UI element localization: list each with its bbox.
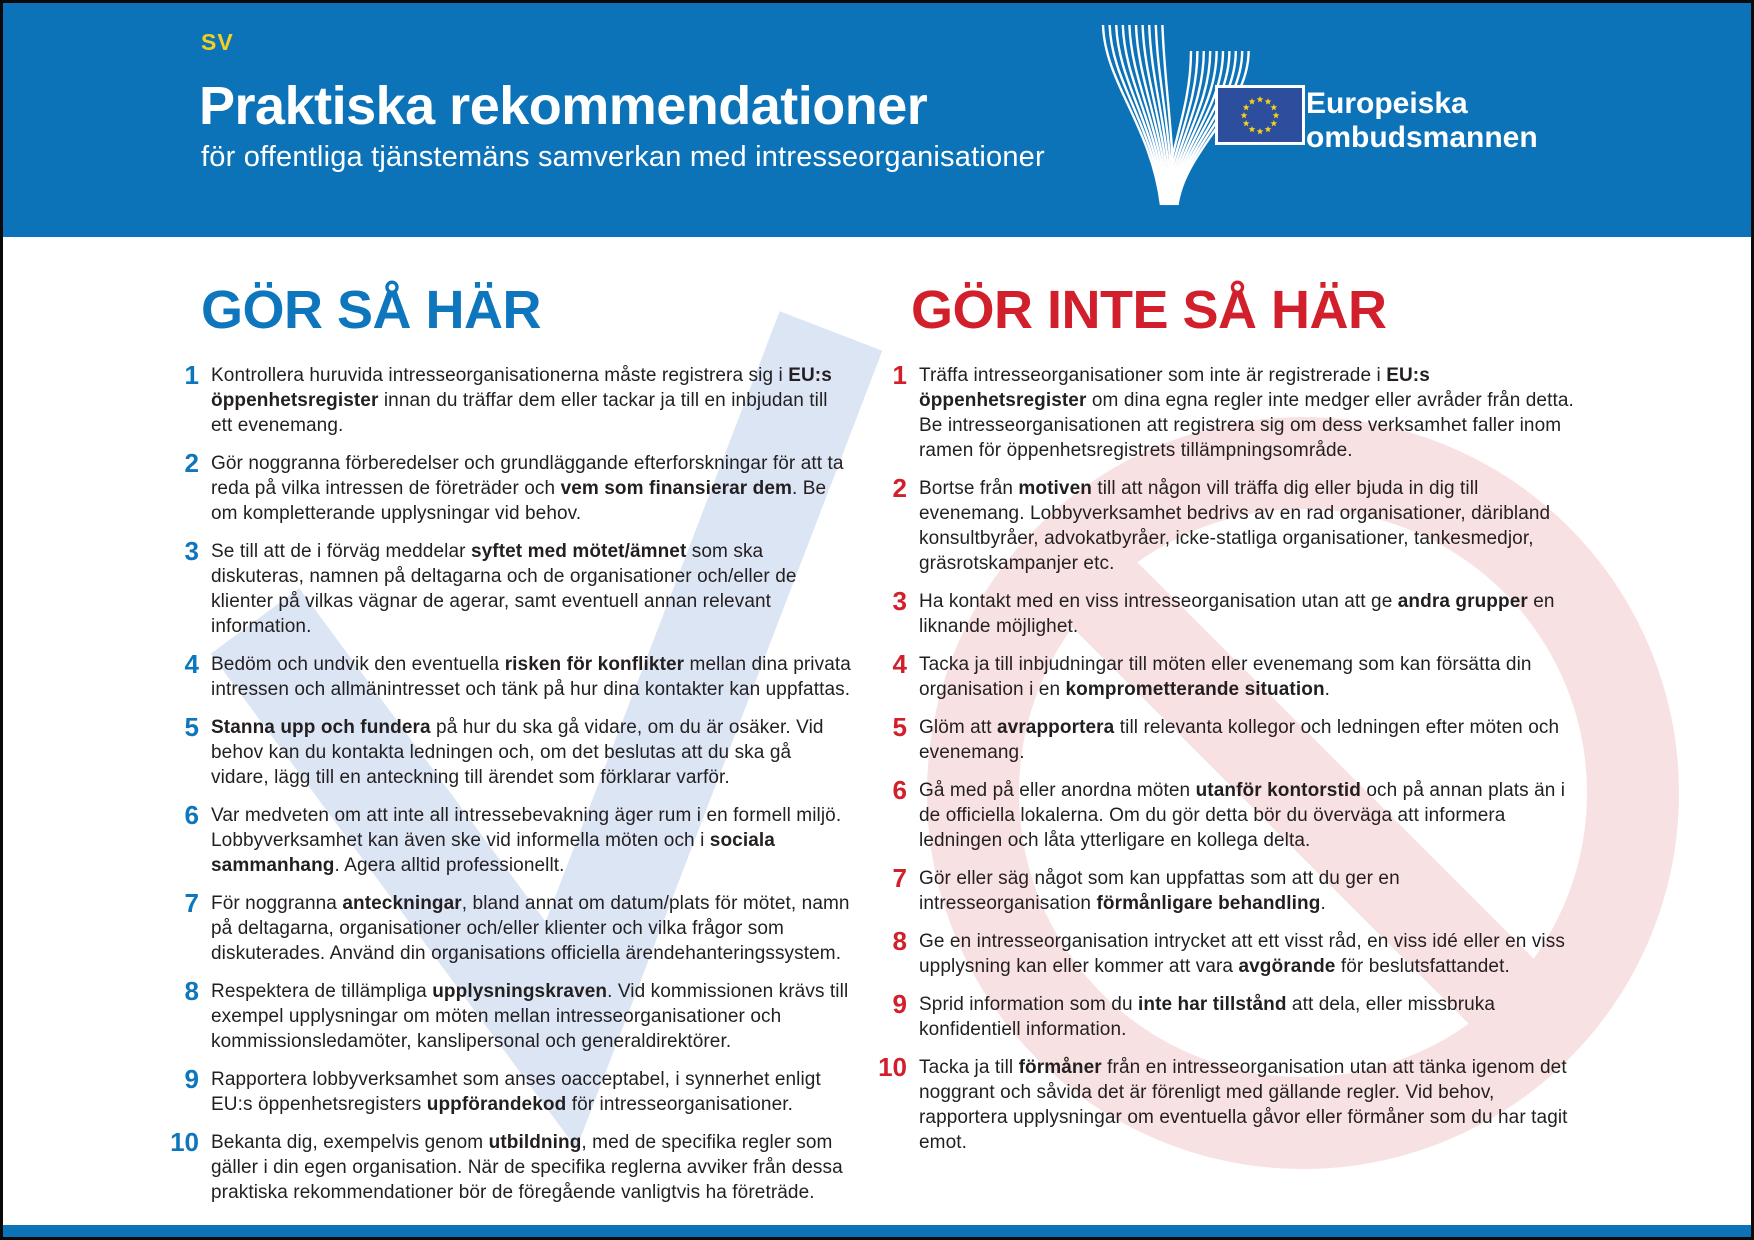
item-text: Gör noggranna förberedelser och grundläggande efterforskningar för att ta reda på vilka intressen de företräder och vem som finansierar dem. Be om kompletterande upplysningar vid behov. (211, 453, 844, 524)
list-item (861, 360, 1575, 463)
list-item (861, 775, 1575, 853)
item-text: Sprid information som du inte har tillstånd att dela, eller missbruka konfidentiell information. (919, 994, 1496, 1040)
list-item (153, 1064, 853, 1117)
item-number: 6 (184, 800, 199, 830)
item-number: 9 (184, 1064, 199, 1094)
item-number: 4 (184, 649, 199, 679)
list-item (861, 473, 1575, 576)
eu-flag-icon (1215, 85, 1305, 145)
item-number: 3 (184, 536, 199, 566)
item-text: Träffa intresseorganisationer som inte är registrerade i EU:s öppenhetsregister om dina egna regler inte medger eller avråder från detta. Be intresseorganisationen att registrera sig om dess verksamhet faller inom ramen för öppenhetsregistrets tillämpningsområde. (919, 365, 1574, 461)
item-text: Se till att de i förväg meddelar syftet med mötet/ämnet som ska diskuteras, namnen på deltagarna och de organisationer och/eller de klienter på vilkas vägnar de agerar, samt eventuell annan relevant information. (211, 541, 797, 637)
item-number: 9 (892, 989, 907, 1019)
item-text: Tacka ja till förmåner från en intresseorganisation utan att tänka igenom det noggrant och såvida det är förenligt med gällande regler. Vid behov, rapportera upplysningar om eventuella gåvor eller förmåner som du har tagit emot. (919, 1057, 1568, 1153)
list-item (153, 976, 853, 1054)
list-item (153, 448, 853, 526)
item-text: Var medveten om att inte all intressebevakning äger rum i en formell miljö. Lobbyverksamhet kan även ske vid informella möten och i sociala sammanhang. Agera alltid professionellt. (211, 805, 842, 876)
list-item (153, 536, 853, 639)
list-item (153, 649, 853, 702)
logo-text-line2: ombudsmannen (1306, 121, 1538, 154)
item-text: Rapportera lobbyverksamhet som anses oacceptabel, i synnerhet enligt EU:s öppenhetsregisters uppförandekod för intresseorganisationer. (211, 1069, 821, 1115)
list-item (861, 586, 1575, 639)
page-title: Praktiska rekommendationer (199, 76, 928, 136)
item-text: Bortse från motiven till att någon vill träffa dig eller bjuda in dig till evenemang. Lobbyverksamhet bedrivs av en rad organisationer, däribland konsultbyråer, advokatbyråer, icke-statliga organisationer, tankesmedjor, gräsrotskampanjer etc. (919, 478, 1551, 574)
item-text: Gå med på eller anordna möten utanför kontorstid och på annan plats än i de officiella lokalerna. Om du gör detta bör du överväga att informera ledningen och låta ytterligare en kollega delta. (919, 780, 1566, 851)
ombudsman-logo-text (1306, 87, 1538, 155)
list-item (153, 888, 853, 966)
item-number: 10 (878, 1052, 907, 1082)
dont-heading: GÖR INTE SÅ HÄR (911, 280, 1387, 340)
item-text: Tacka ja till inbjudningar till möten eller evenemang som kan försätta din organisation i en komprometterande situation. (919, 654, 1532, 700)
item-number: 7 (184, 888, 199, 918)
item-number: 5 (184, 712, 199, 742)
list-item (861, 863, 1575, 916)
dont-list (861, 360, 1575, 1155)
item-number: 1 (184, 360, 199, 390)
do-list (153, 360, 853, 1205)
list-item (153, 1127, 853, 1205)
language-tag: SV (201, 29, 234, 55)
item-number: 7 (892, 863, 907, 893)
item-text: Gör eller säg något som kan uppfattas som att du ger en intresseorganisation förmånligare behandling. (919, 868, 1400, 914)
item-number: 5 (892, 712, 907, 742)
item-number: 1 (892, 360, 907, 390)
item-text: För noggranna anteckningar, bland annat om datum/plats för mötet, namn på deltagarna, organisationer och/eller klienter och vilka frågor som diskuterades. Använd din organisations officiella ärendehanteringssystem. (211, 893, 850, 964)
item-number: 4 (892, 649, 907, 679)
logo-text-line1: Europeiska (1306, 87, 1468, 120)
item-number: 2 (184, 448, 199, 478)
item-text: Glöm att avrapportera till relevanta kollegor och ledningen efter möten och evenemang. (919, 717, 1560, 763)
item-text: Ha kontakt med en viss intresseorganisation utan att ge andra grupper en liknande möjlighet. (919, 591, 1555, 637)
item-number: 8 (892, 926, 907, 956)
do-column (153, 281, 853, 1218)
list-item (861, 649, 1575, 702)
item-text: Ge en intresseorganisation intrycket att ett visst råd, en viss idé eller en viss upplysning kan eller kommer att vara avgörande för beslutsfattandet. (919, 931, 1565, 977)
item-number: 8 (184, 976, 199, 1006)
item-text: Bekanta dig, exempelvis genom utbildning, med de specifika regler som gäller i din egen organisation. När de specifika reglerna avviker från dessa praktiska rekommendationer bör de föregående vanligtvis ha företräde. (211, 1132, 843, 1203)
item-number: 2 (892, 473, 907, 503)
list-item (861, 1052, 1575, 1155)
item-text: Respektera de tillämpliga upplysningskraven. Vid kommissionen krävs till exempel upplysningar om möten mellan intresseorganisationer och kommissionsledamöter, kanslipersonal och generaldirektörer. (211, 981, 849, 1052)
item-number: 6 (892, 775, 907, 805)
item-number: 3 (892, 586, 907, 616)
list-item (861, 989, 1575, 1042)
page-subtitle: för offentliga tjänstemäns samverkan med intresseorganisationer (201, 141, 1045, 173)
list-item (861, 712, 1575, 765)
list-item (153, 800, 853, 878)
item-text: Kontrollera huruvida intresseorganisationerna måste registrera sig i EU:s öppenhetsregister innan du träffar dem eller tackar ja till en inbjudan till ett evenemang. (211, 365, 832, 436)
do-heading: GÖR SÅ HÄR (201, 280, 542, 340)
list-item (861, 926, 1575, 979)
item-number: 10 (170, 1127, 199, 1157)
list-item (153, 360, 853, 438)
header-band (3, 3, 1751, 237)
list-item (153, 712, 853, 790)
item-text: Bedöm och undvik den eventuella risken för konflikter mellan dina privata intressen och allmänintresset och tänk på hur dina kontakter kan uppfattas. (211, 654, 851, 700)
dont-column (861, 281, 1575, 1168)
footer-bar (3, 1225, 1751, 1237)
item-text: Stanna upp och fundera på hur du ska gå vidare, om du är osäker. Vid behov kan du kontakta ledningen och, om det beslutas att du ska gå vidare, lägg till en anteckning till ärendet som förklarar varför. (211, 717, 824, 788)
